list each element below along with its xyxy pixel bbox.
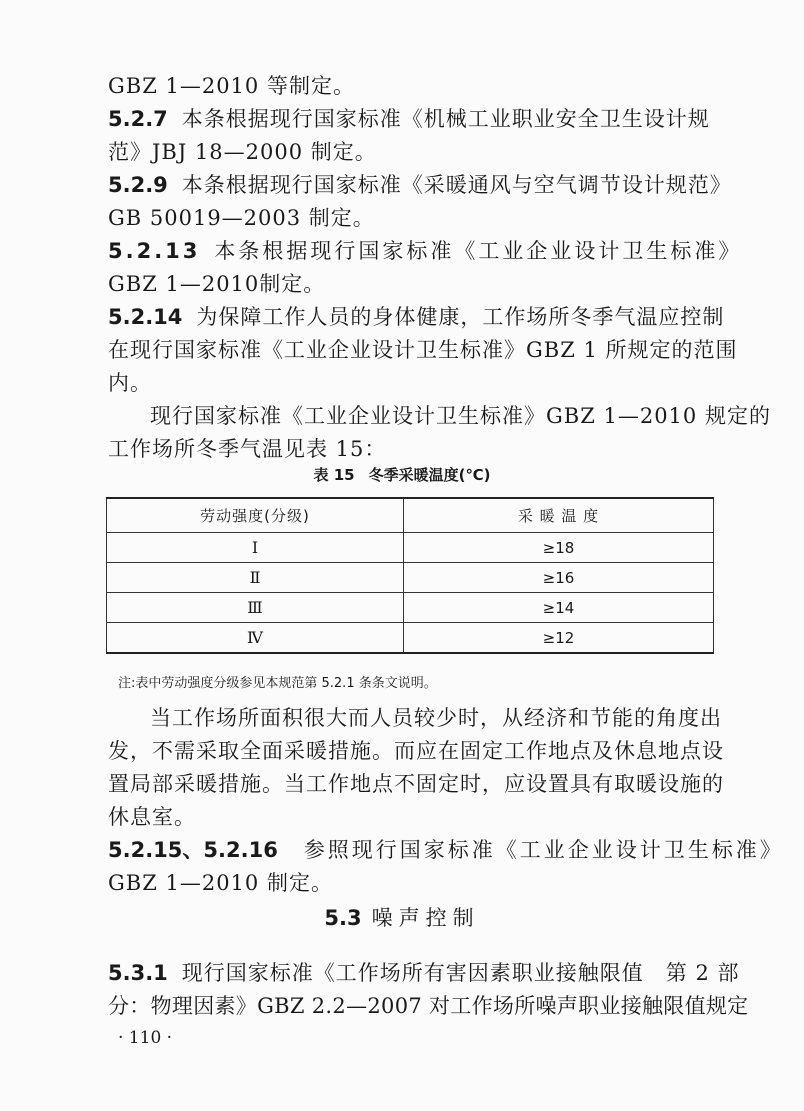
table-row bbox=[107, 563, 714, 593]
clause-5-2-9: 5.2.9 本条根据现行国家标准《采暖通风与空气调节设计规范》 bbox=[108, 173, 732, 197]
header-labor-intensity: 劳动强度(分级) bbox=[107, 498, 404, 533]
table-title: 冬季采暖温度(℃) bbox=[368, 466, 491, 484]
text-line: 分：物理因素》GBZ 2.2—2007 对工作场所噪声职业接触限值规定 bbox=[108, 994, 749, 1018]
clause-5-2-13: 5.2.13 本条根据现行国家标准《工业企业设计卫生标准》 bbox=[108, 239, 743, 263]
intensity-cell: Ⅱ bbox=[107, 563, 404, 593]
text-line: 在现行国家标准《工业企业设计卫生标准》GBZ 1 所规定的范围 bbox=[108, 338, 738, 362]
intensity-cell: Ⅳ bbox=[107, 623, 404, 654]
table-header-row bbox=[107, 498, 714, 533]
text-line: 内。 bbox=[108, 371, 152, 395]
text-line: GB 50019—2003 制定。 bbox=[108, 206, 375, 230]
temperature-cell: ≥18 bbox=[404, 533, 714, 563]
clause-number: 5.3.1 bbox=[108, 961, 168, 985]
intensity-cell: Ⅰ bbox=[107, 533, 404, 563]
clause-number: 5.2.15、5.2.16 bbox=[108, 838, 278, 862]
text-line: GBZ 1—2010 等制定。 bbox=[108, 74, 355, 98]
intensity-cell: Ⅲ bbox=[107, 593, 404, 623]
clause-5-2-14: 5.2.14 为保障工作人员的身体健康，工作场所冬季气温应控制 bbox=[108, 305, 725, 329]
clause-5-2-7: 5.2.7 本条根据现行国家标准《机械工业职业安全卫生设计规 bbox=[108, 107, 710, 131]
table-row bbox=[107, 593, 714, 623]
clause-number: 5.2.13 bbox=[108, 239, 201, 263]
section-number: 5.3 bbox=[324, 906, 362, 930]
text-line: 休息室。 bbox=[108, 805, 196, 829]
table-number: 表 15 bbox=[313, 466, 355, 484]
header-heating-temperature: 采 暖 温 度 bbox=[404, 498, 714, 533]
clause-5-2-15: 5.2.15、5.2.16 参照现行国家标准《工业企业设计卫生标准》 bbox=[108, 838, 784, 862]
clause-number: 5.2.9 bbox=[108, 173, 168, 197]
clause-number: 5.2.14 bbox=[108, 305, 183, 329]
temperature-cell: ≥16 bbox=[404, 563, 714, 593]
paragraph-line: 当工作场所面积很大而人员较少时，从经济和节能的角度出 bbox=[150, 706, 722, 730]
text-line: 范》JBJ 18—2000 制定。 bbox=[108, 140, 377, 164]
section-title: 噪声控制 bbox=[371, 906, 480, 930]
paragraph-line: 现行国家标准《工业企业设计卫生标准》GBZ 1—2010 规定的 bbox=[150, 404, 771, 428]
table-note: 注:表中劳动强度分级参见本规范第 5.2.1 条条文说明。 bbox=[118, 676, 437, 691]
section-heading bbox=[0, 903, 804, 933]
temperature-cell: ≥14 bbox=[404, 593, 714, 623]
temperature-cell: ≥12 bbox=[404, 623, 714, 654]
heating-temperature-table bbox=[106, 497, 714, 654]
text-line: GBZ 1—2010制定。 bbox=[108, 272, 326, 296]
clause-5-3-1: 5.3.1 现行国家标准《工作场所有害因素职业接触限值 第 2 部 bbox=[108, 961, 740, 985]
table-row bbox=[107, 623, 714, 654]
table-row bbox=[107, 533, 714, 563]
table-caption bbox=[0, 463, 804, 487]
text-line: 工作场所冬季气温见表 15： bbox=[108, 437, 387, 461]
text-line: 置局部采暖措施。当工作地点不固定时，应设置具有取暖设施的 bbox=[108, 772, 724, 796]
text-line: GBZ 1—2010 制定。 bbox=[108, 871, 333, 895]
text-line: 发，不需采取全面采暖措施。而应在固定工作地点及休息地点设 bbox=[108, 739, 724, 763]
clause-number: 5.2.7 bbox=[108, 107, 168, 131]
page-number: · 110 · bbox=[118, 1028, 173, 1048]
